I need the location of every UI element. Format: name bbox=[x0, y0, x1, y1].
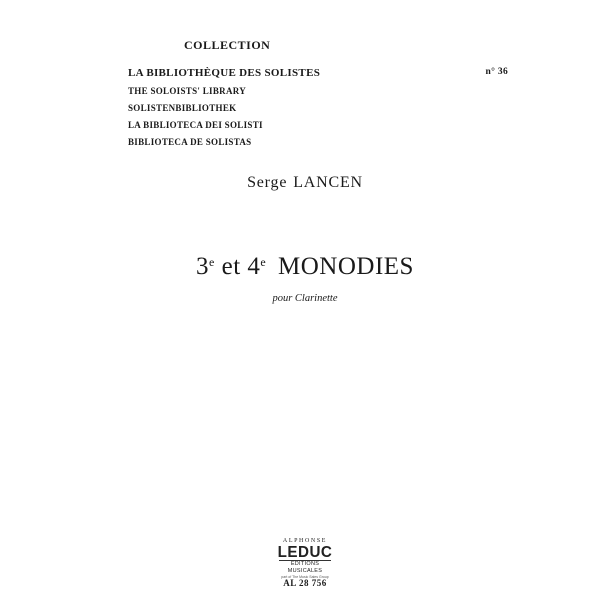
series-row-spanish bbox=[128, 137, 508, 154]
composer-first-name: Serge bbox=[247, 174, 288, 191]
series-label: THE SOLOISTS' LIBRARY bbox=[128, 86, 247, 96]
title-main: MONODIES bbox=[278, 253, 414, 280]
series-row-french bbox=[128, 67, 508, 86]
series-number: n° 36 bbox=[485, 67, 508, 77]
catalog-number: AL 28 756 bbox=[283, 578, 327, 588]
title-superscript-2: e bbox=[260, 255, 267, 269]
title-number-1: 3 bbox=[196, 253, 210, 280]
work-subtitle: pour Clarinette bbox=[272, 293, 338, 304]
series-row-english bbox=[128, 86, 508, 103]
logo-group-line: part of The Music Sales Group bbox=[281, 575, 329, 579]
composer-last-name: LANCEN bbox=[293, 174, 363, 191]
composer-name bbox=[0, 174, 610, 192]
series-row-german bbox=[128, 103, 508, 120]
series-label: LA BIBLIOTECA DEI SOLISTI bbox=[128, 120, 263, 130]
logo-name: LEDUC bbox=[277, 544, 333, 561]
publisher-logo bbox=[276, 538, 334, 580]
work-title bbox=[0, 253, 610, 281]
series-label: BIBLIOTECA DE SOLISTAS bbox=[128, 137, 252, 147]
series-row-italian bbox=[128, 120, 508, 137]
title-number-2: 4 bbox=[247, 253, 261, 280]
logo-top-line: ALPHONSE bbox=[282, 538, 328, 544]
series-label: LA BIBLIOTHÈQUE DES SOLISTES bbox=[128, 67, 321, 79]
logo-sub-line: ÉDITIONS MUSICALES bbox=[279, 560, 331, 575]
title-superscript-1: e bbox=[209, 255, 215, 269]
series-label: SOLISTENBIBLIOTHEK bbox=[128, 103, 237, 113]
collection-heading: COLLECTION bbox=[184, 38, 271, 52]
series-list bbox=[128, 67, 508, 154]
title-conjunction: et bbox=[221, 253, 241, 280]
